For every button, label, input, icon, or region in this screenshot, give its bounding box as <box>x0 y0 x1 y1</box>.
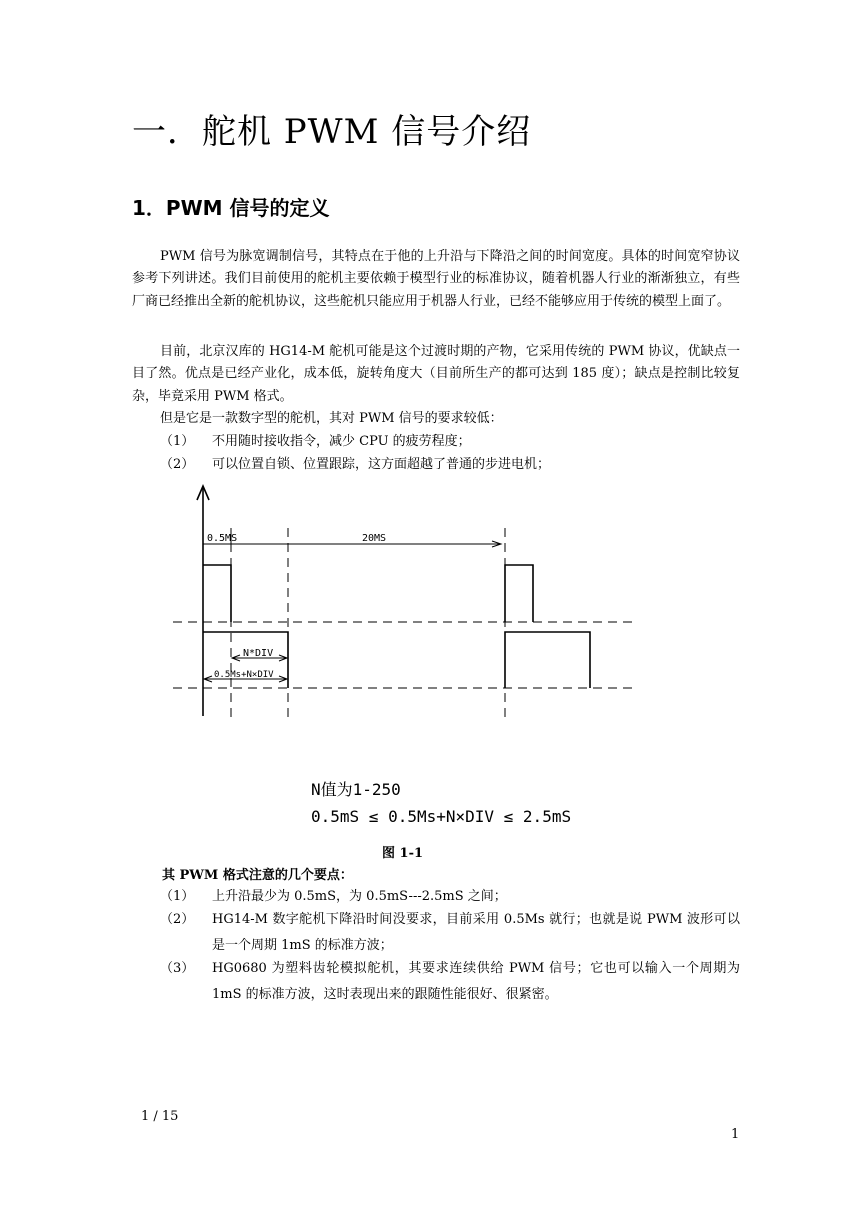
formula-inequality: 0.5mS ≤ 0.5Ms+N×DIV ≤ 2.5mS <box>311 807 572 826</box>
list-item-text: HG14-M 数字舵机下降沿时间没要求，目前采用 0.5Ms 就行；也就是说 PWM 波形可以是一个周期 1mS 的标准方波； <box>212 912 740 953</box>
list-item <box>160 907 740 959</box>
notes-heading: 其 PWM 格式注意的几个要点： <box>162 868 353 883</box>
label-05ms: 0.5MS <box>207 533 238 544</box>
list-item-number: （1） <box>160 889 195 904</box>
figure-caption: 图 1-1 <box>382 846 424 861</box>
list-item-text: 上升沿最少为 0.5mS，为 0.5mS---2.5mS 之间； <box>212 889 507 904</box>
paragraph-hg14m: 目前，北京汉库的 HG14-M 舵机可能是这个过渡时期的产物，它采用传统的 PWM 协议，优缺点一目了然。优点是已经产业化，成本低，旋转角度大（目前所生产的都可达到 185 度）；缺点是控制比较复杂，毕竟采用 PWM 格式。 <box>132 344 740 404</box>
list-item-number: （3） <box>160 961 195 976</box>
pulse-upper-1 <box>203 565 231 622</box>
list-item-number: （1） <box>160 434 195 449</box>
label-20ms: 20MS <box>362 533 387 544</box>
list-item <box>160 886 740 908</box>
pulse-lower-2 <box>505 632 590 688</box>
paragraph-pwm-definition: PWM 信号为脉宽调制信号，其特点在于他的上升沿与下降沿之间的时间宽度。具体的时间宽窄协议参考下列讲述。我们目前使用的舵机主要依赖于模型行业的标准协议，随着机器人行业的渐渐独立，有些厂商已经推出全新的舵机协议，这些舵机只能应用于机器人行业，已经不能够应用于传统的模型上面了。 <box>132 249 740 309</box>
list-item-number: （2） <box>160 912 195 927</box>
list-item-text: HG0680 为塑料齿轮模拟舵机，其要求连续供给 PWM 信号；它也可以输入一个周期为 1mS 的标准方波，这时表现出来的跟随性能很好、很紧密。 <box>212 961 740 1002</box>
pulse-upper-2 <box>505 565 533 622</box>
label-sum: 0.5Ms+N×DIV <box>214 670 274 680</box>
section-heading: 1．PWM 信号的定义 <box>132 196 330 220</box>
page-heading: 一．舵机 PWM 信号介绍 <box>132 112 532 152</box>
page-count: 1 / 15 <box>141 1109 179 1124</box>
formula-range: N值为1-250 <box>311 780 401 799</box>
list-item-text: 不用随时接收指令，减少 CPU 的疲劳程度； <box>212 434 471 449</box>
paragraph-digital-servo: 但是它是一款数字型的舵机，其对 PWM 信号的要求较低： <box>160 411 503 426</box>
list-item-text: 可以位置自锁、位置跟踪，这方面超越了普通的步进电机； <box>212 457 551 472</box>
list-item-number: （2） <box>160 457 195 472</box>
page-number: 1 <box>731 1127 740 1142</box>
list-item <box>160 956 740 1008</box>
label-ndiv: N*DIV <box>243 648 274 659</box>
